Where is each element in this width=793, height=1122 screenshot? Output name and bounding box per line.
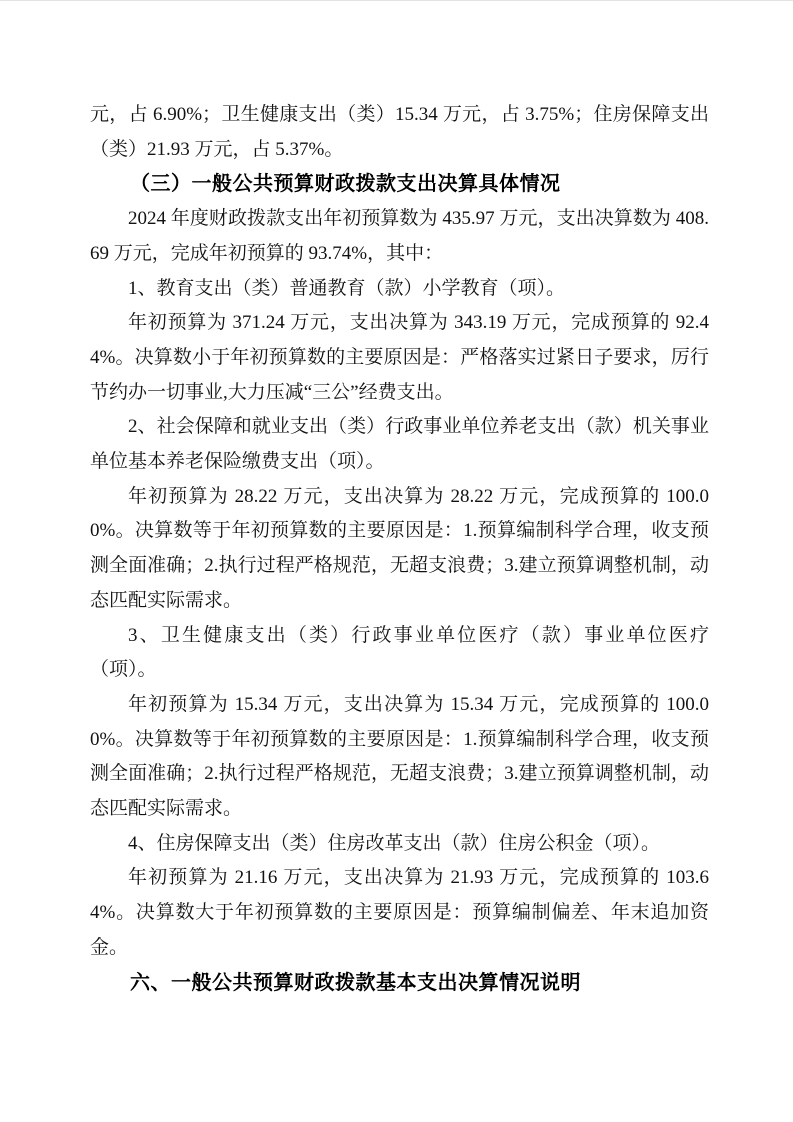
- paragraph-2024-budget-overview: 2024 年度财政拨款支出年初预算数为 435.97 万元，支出决算数为 408.69 万元，完成年初预算的 93.74%，其中：: [90, 208, 709, 264]
- item-4-housing-title: 4、住房保障支出（类）住房改革支出（款）住房公积金（项）。: [128, 832, 661, 854]
- section-heading-iii-expenditure-details: （三）一般公共预算财政拨款支出决算具体情况: [130, 173, 561, 196]
- item-1-education-detail: 年初预算为 371.24 万元，支出决算为 343.19 万元，完成预算的 92.44%。决算数小于年初预算数的主要原因是：严格落实过紧日子要求，厉行节约办一切事业,大力压减“三公”经费支出。: [90, 312, 709, 403]
- item-4-housing-detail: 年初预算为 21.16 万元，支出决算为 21.93 万元，完成预算的 103.64%。决算数大于年初预算数的主要原因是：预算编制偏差、年末追加资金。: [90, 867, 709, 958]
- item-2-social-security-detail: 年初预算为 28.22 万元，支出决算为 28.22 万元，完成预算的 100.00%。决算数等于年初预算数的主要原因是：1.预算编制科学合理，收支预测全面准确；2.执行过程严格规范，无超支浪费；3.建立预算调整机制，动态匹配实际需求。: [90, 485, 709, 611]
- paragraph-expenditure-share-continuation: 元，占 6.90%；卫生健康支出（类）15.34 万元，占 3.75%；住房保障支出（类）21.93 万元，占 5.37%。: [90, 104, 709, 160]
- section-heading-vi-basic-expenditure: 六、一般公共预算财政拨款基本支出决算情况说明: [130, 971, 581, 994]
- item-2-social-security-title: 2、社会保障和就业支出（类）行政事业单位养老支出（款）机关事业单位基本养老保险缴费支出（项）。: [90, 416, 709, 473]
- item-3-health-detail: 年初预算为 15.34 万元，支出决算为 15.34 万元，完成预算的 100.00%。决算数等于年初预算数的主要原因是：1.预算编制科学合理，收支预测全面准确；2.执行过程严格规范，无超支浪费；3.建立预算调整机制，动态匹配实际需求。: [90, 693, 709, 820]
- item-1-education-title: 1、教育支出（类）普通教育（款）小学教育（项）。: [128, 277, 566, 299]
- item-3-health-title: 3、卫生健康支出（类）行政事业单位医疗（款）事业单位医疗（项）。: [90, 624, 709, 681]
